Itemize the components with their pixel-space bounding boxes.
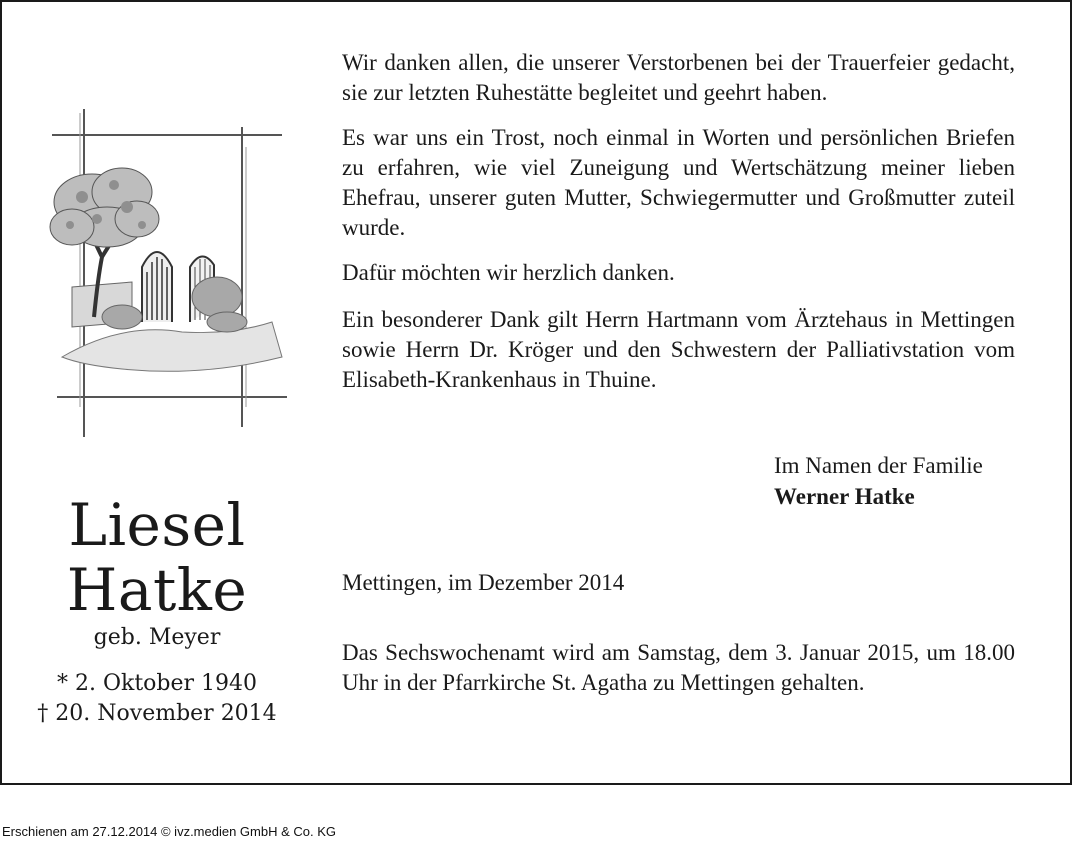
death-date: † 20. November 2014	[37, 701, 277, 726]
thanks-paragraph-2: Es war uns ein Trost, noch einmal in Worten und persönlichen Briefen zu erfahren, wie viel Zuneigung und Wertschätzung meiner lieben Ehefrau, unserer guten Mutter, Schwiegermutter und Großmutter zuteil wurde.	[342, 125, 1015, 240]
signature-intro: Im Namen der Familie	[774, 453, 983, 478]
birth-date: * 2. Oktober 1940	[56, 671, 258, 696]
publication-footer: Erschienen am 27.12.2014 © ivz.medien GmbH & Co. KG	[2, 824, 337, 839]
thanks-paragraph-3: Dafür möchten wir herzlich danken.	[342, 260, 675, 285]
service-notice: Das Sechswochenamt wird am Samstag, dem 3. Januar 2015, um 18.00 Uhr in der Pfarrkirche St. Agatha zu Mettingen gehalten.	[342, 640, 1015, 695]
thanks-paragraph-1: Wir danken allen, die unserer Verstorbenen bei der Trauerfeier gedacht, sie zur letzten Ruhestätte begleitet und geehrt haben.	[342, 50, 1015, 105]
garden-gate-tree-illustration-icon	[32, 107, 292, 447]
thanks-paragraph-4: Ein besonderer Dank gilt Herrn Hartmann vom Ärztehaus in Mettingen sowie Herrn Dr. Kröger und den Schwestern der Palliativstation vom Elisabeth-Krankenhaus in Thuine.	[342, 307, 1015, 392]
deceased-first-name: Liesel	[68, 491, 246, 559]
maiden-name: geb. Meyer	[93, 625, 221, 650]
signature-name: Werner Hatke	[774, 484, 915, 509]
deceased-last-name: Hatke	[66, 556, 248, 624]
place-date: Mettingen, im Dezember 2014	[342, 570, 625, 595]
